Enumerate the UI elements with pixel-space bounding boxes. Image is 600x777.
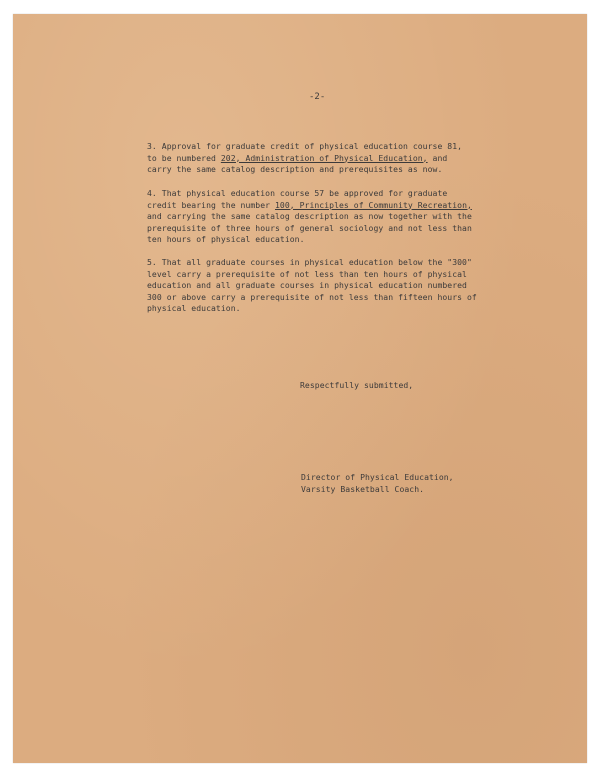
item-3-line-2-start: to be numbered: [147, 152, 221, 163]
item-5-paragraph: [147, 257, 477, 315]
item-3-line-3: carry the same catalog description and prerequisites as now.: [147, 164, 443, 174]
item-3-line-2: [147, 153, 462, 165]
item-5-line-3: education and all graduate courses in physical education numbered: [147, 280, 467, 290]
signature-line-2: Varsity Basketball Coach.: [301, 483, 425, 494]
item-4-line-5: ten hours of physical education.: [147, 234, 305, 244]
closing-salutation: Respectfully submitted,: [300, 380, 414, 390]
item-5-line-2: level carry a prerequisite of not less than ten hours of physical: [147, 268, 467, 279]
item-5-line-4: 300 or above carry a prerequisite of not less than fifteen hours of: [147, 291, 477, 302]
signature-line-1: Director of Physical Education,: [301, 472, 454, 482]
item-4-line-1: 4. That physical education course 57 be approved for graduate: [147, 188, 448, 198]
item-3-paragraph: [147, 141, 462, 176]
item-3-line-2-end: and: [427, 152, 448, 163]
item-4-line-4: prerequisite of three hours of general sociology and not less than: [147, 222, 472, 233]
item-3-course-title: 202, Administration of Physical Education,: [220, 152, 428, 163]
item-5-line-5: physical education.: [147, 303, 241, 313]
item-4-line-3: and carrying the same catalog description as now together with the: [147, 211, 472, 221]
page-number: -2-: [309, 92, 326, 102]
signature-block: [301, 472, 454, 495]
item-4-paragraph: [147, 188, 472, 246]
item-4-line-2: [147, 200, 472, 212]
item-4-course-title: 100, Principles of Community Recreation,: [275, 199, 472, 210]
item-3-line-1: 3. Approval for graduate credit of physical education course 81,: [147, 141, 463, 151]
item-5-line-1: 5. That all graduate courses in physical education below the "300": [147, 257, 472, 267]
item-4-line-2-start: credit bearing the number: [147, 199, 275, 210]
